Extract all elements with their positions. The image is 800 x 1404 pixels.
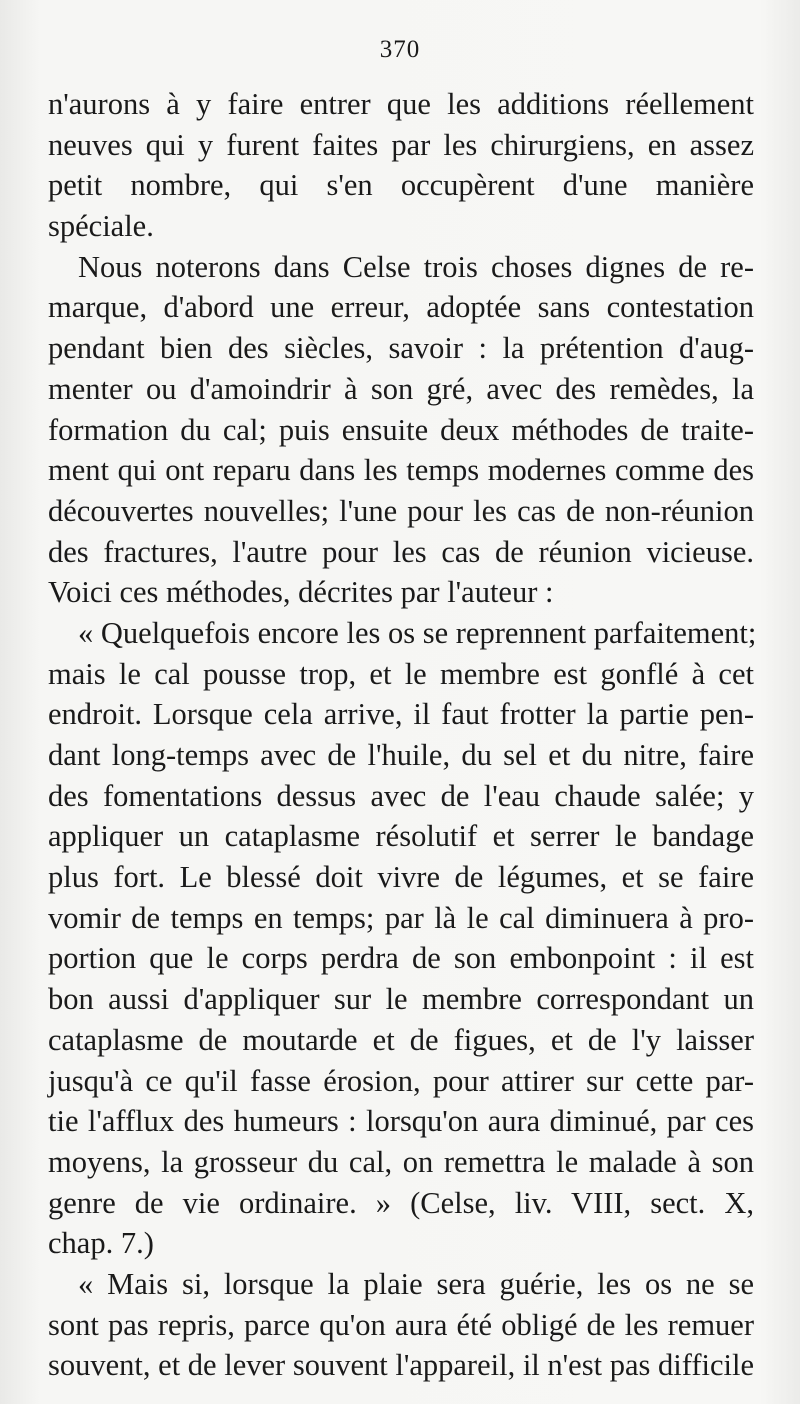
text-line: petit nombre, qui s'en occupèrent d'une manière [48,168,754,203]
text-line: plus fort. Le blessé doit vivre de légumes, et se faire [48,860,754,895]
text-line: vomir de temps en temps; par là le cal diminuera à pro- [48,900,754,935]
text-line: portion que le corps perdra de son embonpoint : il est [48,941,754,976]
text-line: ment qui ont reparu dans les temps modernes comme des [48,453,754,488]
text-line: cataplasme de moutarde et de figues, et de l'y laisser [48,1022,754,1057]
text-line: « Mais si, lorsque la plaie sera guérie, les os ne se [78,1266,754,1301]
text-line: jusqu'à ce qu'il fasse érosion, pour attirer sur cette par- [48,1063,754,1098]
text-line: des fractures, l'autre pour les cas de réunion vicieuse. [48,534,754,569]
text-line: formation du cal; puis ensuite deux méthodes de traite- [48,412,754,447]
text-line: pendant bien des siècles, savoir : la prétention d'aug- [48,331,754,366]
page-number: 370 [379,36,421,63]
text-line: n'aurons à y faire entrer que les additions réellement [48,87,754,121]
text-line: sont pas repris, parce qu'on aura été obligé de les remuer [48,1307,754,1342]
text-line: endroit. Lorsque cela arrive, il faut frotter la partie pen- [48,697,754,732]
text-line: « Quelquefois encore les os se reprennent parfaitement; [78,615,757,650]
text-line: spéciale. [48,209,154,244]
text-line: Voici ces méthodes, décrites par l'auteur : [48,575,554,610]
text-line: neuves qui y furent faites par les chirurgiens, en assez [48,127,754,162]
text-line: dant long-temps avec de l'huile, du sel et du nitre, faire [48,738,754,772]
text-line: appliquer un cataplasme résolutif et serrer le bandage [48,819,754,854]
text-line: chap. 7.) [48,1226,154,1261]
text-line: découvertes nouvelles; l'une pour les cas de non-réunion [48,493,754,528]
text-line: moyens, la grosseur du cal, on remettra le malade à son [48,1144,754,1179]
text-line: menter ou d'amoindrir à son gré, avec des remèdes, la [48,371,754,406]
text-line: tie l'afflux des humeurs : lorsqu'on aura diminué, par ces [48,1104,754,1139]
text-line: bon aussi d'appliquer sur le membre correspondant un [48,982,754,1017]
text-line: mais le cal pousse trop, et le membre est gonflé à cet [48,656,754,691]
text-line: des fomentations dessus avec de l'eau chaude salée; y [48,778,754,813]
text-line: souvent, et de lever souvent l'appareil, il n'est pas difficile [48,1348,754,1383]
body-text [48,84,757,1386]
text-line: Nous noterons dans Celse trois choses dignes de re- [78,249,754,284]
text-line: marque, d'abord une erreur, adoptée sans contestation [48,290,754,325]
text-line: genre de vie ordinaire. » (Celse, liv. VIII, sect. X, [48,1185,754,1220]
